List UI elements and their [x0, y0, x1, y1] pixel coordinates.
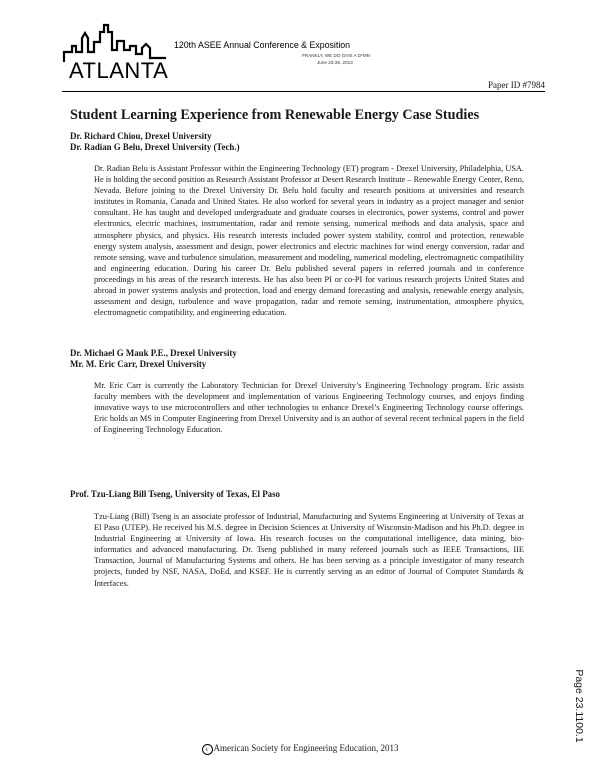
header-divider [62, 91, 545, 92]
author-group [70, 131, 240, 153]
page-number-text: Page 23.1100.1 [573, 669, 585, 743]
author-name: Dr. Michael G Mauk P.E., Drexel University [70, 348, 237, 358]
conference-tagline: FRANKLY, WE DO GIVE A D*MN [302, 53, 370, 58]
conference-date: June 23-26, 2013 [317, 60, 353, 65]
author-name: Prof. Tzu-Liang Bill Tseng, University of Texas, El Paso [70, 489, 280, 499]
author-name: Dr. Radian G Belu, Drexel University (Tech.) [70, 142, 240, 152]
copyright-text: American Society for Engineering Education, 2013 [213, 743, 399, 753]
author-group [70, 348, 237, 370]
paper-title: Student Learning Experience from Renewable Energy Case Studies [70, 107, 480, 123]
paper-id: Paper ID #7984 [488, 80, 545, 90]
conference-name: 120th ASEE Annual Conference & Exposition [174, 40, 351, 50]
page-number [568, 665, 590, 747]
conference-logo [62, 22, 382, 82]
author-bio: Dr. Radian Belu is Assistant Professor within the Engineering Technology (ET) program - Drexel University, Philadelphia, USA. He is holding the second position as Research Assistant Professor at Desert Research Institute – Renewable Energy Center, Reno, Nevada. Before joining to the Drexel University Dr. Belu hold faculty and research positions at universities and research institutes in Romania, Canada and United States. He also worked for several years in industry as a project manager and senior consultant. He has taught and developed undergraduate and graduate courses in electronics, power systems, control and power electronics, electric machines, instrumentation, radar and remote sensing, numerical methods and data analysis, space and atmosphere physics, and physics. His research interests included power system stability, control and protection, renewable energy system analysis, assessment and design, power electronics and electric machines for wind energy conversion, radar and remote sensing, wave and turbulence simulation, measurement and modeling, numerical modeling, electromagnetic compatibility and engineering education. During his career Dr. Belu published several papers in referred journals and in conference proceedings in his areas of the research interests. He has also been PI or co-PI for various research projects United States and abroad in power systems analysis and protection, load and energy demand forecasting and analysis, renewable energy analysis, assessment and design, turbulence and wave propagation, radar and remote sensing, instrumentation, atmosphere physics, electromagnetic compatibility, and engineering education. [94, 164, 524, 318]
author-name: Dr. Richard Chiou, Drexel University [70, 131, 212, 141]
author-bio: Tzu-Liang (Bill) Tseng is an associate professor of Industrial, Manufacturing and Systems Engineering at University of Texas at El Paso (UTEP). He received his M.S. degree in Decision Sciences at University of Wisconsin-Madison and his Ph.D. degree in Industrial Engineering at University of Iowa. His research focuses on the computational intelligence, data mining, bio- informatics and advanced manufacturing. Dr. Tseng published in many refereed journals such as IEEE Transactions, IIE Transaction, Journal of Manufacturing Systems and others. He has been serving as a principle investigator of many research projects, funded by NSF, NASA, DoEd, and KSEF. He is currently serving as an editor of Journal of Computer Standards & Interfaces. [94, 512, 524, 588]
copyright-footer [0, 743, 600, 755]
logo-city-text: ATLANTA [69, 58, 169, 83]
author-bio: Mr. Eric Carr is currently the Laboratory Technician for Drexel University’s Engineering Technology program. Eric assists faculty members with the development and implementation of various Engineering Technology courses, and enjoys finding innovative ways to use microcontrollers and other technologies to enhance Drexel’s Engineering Technology course offerings. Eric holds an MS in Computer Engineering from Drexel University and is an author of several recent technical papers in the field of Engineering Technology Education. [94, 381, 524, 435]
author-name: Mr. M. Eric Carr, Drexel University [70, 359, 207, 369]
author-group [70, 489, 280, 500]
copyright-icon: c [202, 744, 213, 755]
